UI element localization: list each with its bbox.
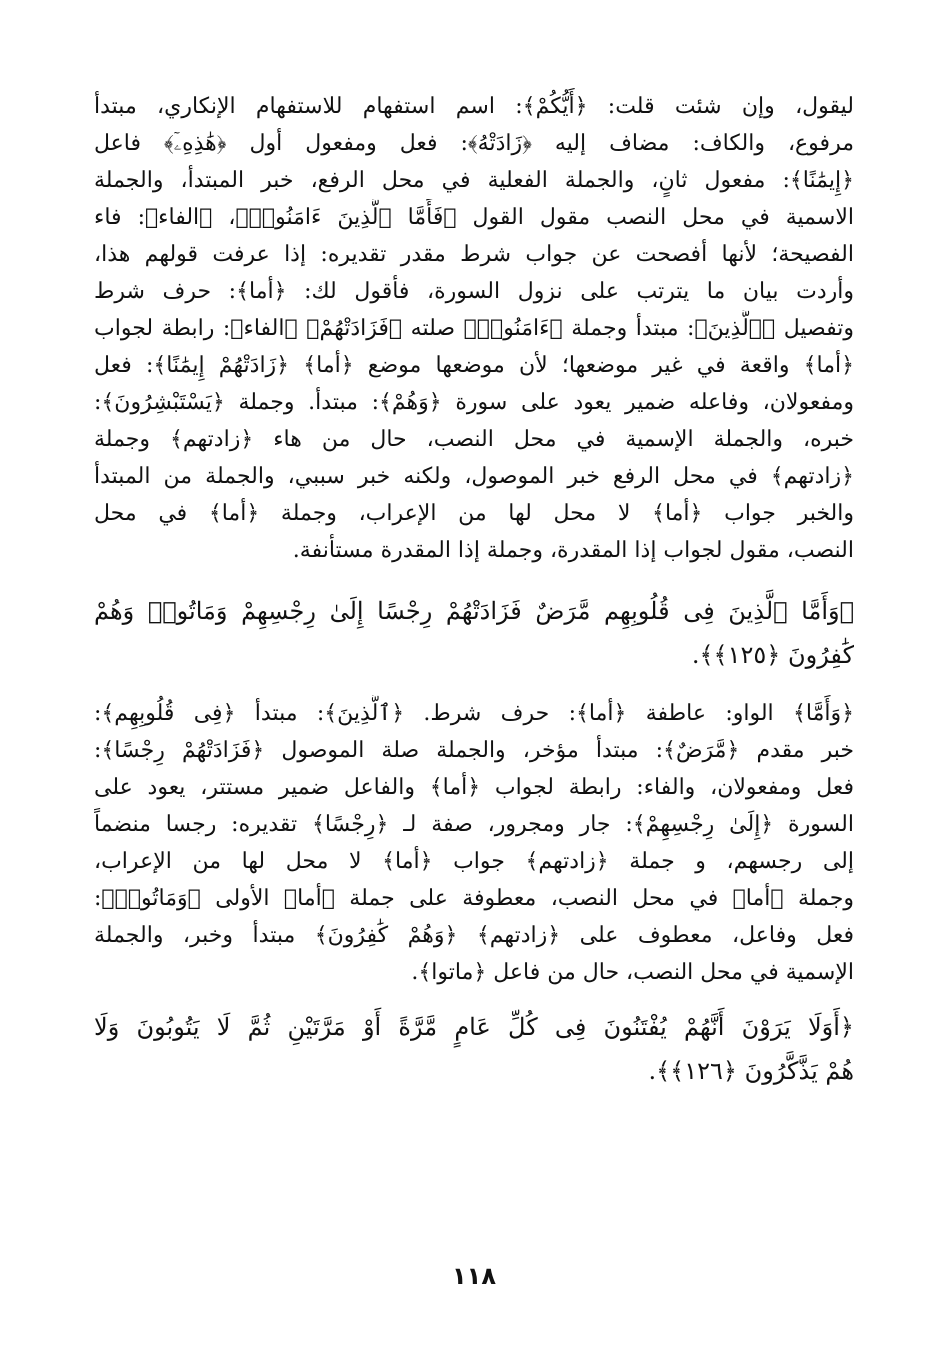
verse-line: ﴿أَوَلَا يَرَوْنَ أَنَّهُمْ يُفْتَنُونَ فِى كُلِّ عَامٍ مَّرَّةً أَوْ مَرَّتَيْنِ ثُمَّ لَا يَتُوبُونَ وَلَا (94, 1013, 854, 1041)
text-line: والخبر جواب ﴿أما﴾ لا محل لها من الإعراب، وجملة ﴿أما﴾ في محل (94, 501, 854, 526)
verse-line: كَٰفِرُونَ ﴿١٢٥﴾﴾. (691, 641, 854, 669)
text-line: ﴿أما﴾ واقعة في غير موضعها؛ لأن موضعها موضع ﴿أما﴾ ﴿زَادَتْهُمْ إِيمَٰنًا﴾: فعل (94, 353, 854, 378)
text-line: خبر مقدم ﴿مَّرَضٌ﴾: مبتدأ مؤخر، والجملة صلة الموصول ﴿فَزَادَتْهُمْ رِجْسًا﴾: (94, 738, 854, 763)
text-line: وأردت بيان ما يترتب على نزول السورة، فأقول لك: ﴿أما﴾: حرف شرط (94, 279, 854, 304)
text-line: الاسمية في محل النصب مقول القول ﴿فَأَمَّا ٱلَّذِينَ ءَامَنُوا۟﴾، ﴿الفاء﴾: فاء (94, 205, 854, 230)
text-line: إلى رجسهم، و جملة ﴿زادتهم﴾ جواب ﴿أما﴾ لا محل لها من الإعراب، (94, 849, 854, 874)
page-number: ١١٨ (452, 1262, 496, 1290)
text-line: ﴿زادتهم﴾ في محل الرفع خبر الموصول، ولكنه خبر سببي، والجملة من المبتدأ (94, 464, 854, 489)
text-line: مرفوع، والكاف: مضاف إليه ﴿زَادَتْهُ﴾: فعل ومفعول أول ﴿هَٰذِهِۦٓ﴾ فاعل (94, 131, 854, 156)
quran-verse-125 (94, 589, 854, 677)
text-line: وجملة ﴿أما﴾ في محل النصب، معطوفة على جملة ﴿أما﴾ الأولى ﴿وَمَاتُوا۟﴾: (94, 886, 854, 911)
text-line: ﴿إِيمَٰنًا﴾: مفعول ثانٍ، والجملة الفعلية في محل الرفع، خبر المبتدأ، والجملة (94, 168, 854, 193)
verse-line: هُمْ يَذَّكَّرُونَ ﴿١٢٦﴾﴾. (648, 1057, 854, 1085)
text-line: خبره، والجملة الإسمية في محل النصب، حال من هاء ﴿زادتهم﴾ وجملة (94, 427, 854, 452)
text-line: ومفعولان، وفاعله ضمير يعود على سورة ﴿وَهُمْ﴾: مبتدأ. وجملة ﴿يَسْتَبْشِرُونَ﴾: (94, 390, 854, 415)
paragraph-grammar-analysis-2 (94, 695, 854, 991)
text-line: الفصيحة؛ لأنها أفصحت عن جواب شرط مقدر تقديره: إذا عرفت قولهم هذا، (94, 242, 854, 267)
text-line: النصب، مقول لجواب إذا المقدرة، وجملة إذا المقدرة مستأنفة. (292, 538, 854, 563)
text-line: ﴿وَأَمَّا﴾ الواو: عاطفة ﴿أما﴾: حرف شرط. ﴿ٱلَّذِينَ﴾: مبتدأ ﴿فِى قُلُوبِهِم﴾: (94, 701, 854, 726)
text-line: فعل ومفعولان، والفاء: رابطة لجواب ﴿أما﴾ والفاعل ضمير مستتر، يعود على (94, 775, 854, 800)
verse-line: ﴿وَأَمَّا ٱلَّذِينَ فِى قُلُوبِهِم مَّرَضٌ فَزَادَتْهُمْ رِجْسًا إِلَىٰ رِجْسِهِمْ وَمَاتُوا۟ وَهُمْ (94, 597, 854, 625)
text-line: ليقول، وإن شئت قلت: ﴿أَيُّكُمْ﴾: اسم استفهام للاستفهام الإنكاري، مبتدأ (94, 94, 854, 119)
paragraph-grammar-analysis-1 (94, 88, 854, 569)
quran-verse-126 (94, 1005, 854, 1093)
text-line: الإسمية في محل النصب، حال من فاعل ﴿ماتوا﴾. (411, 960, 854, 985)
text-line: فعل وفاعل، معطوف على ﴿زادتهم﴾ ﴿وَهُمْ كَٰفِرُونَ﴾ مبتدأ وخبر، والجملة (94, 923, 854, 948)
text-line: وتفصيل ﴿ٱلَّذِينَ﴾: مبتدأ وجملة ﴿ءَامَنُوا۟﴾ صلته ﴿فَزَادَتْهُمْ﴾ ﴿الفاء﴾: رابطة لجواب (94, 316, 854, 341)
text-line: السورة ﴿إِلَىٰ رِجْسِهِمْ﴾: جار ومجرور، صفة لـ ﴿رِجْسًا﴾ تقديره: رجسا منضماً (94, 812, 854, 837)
